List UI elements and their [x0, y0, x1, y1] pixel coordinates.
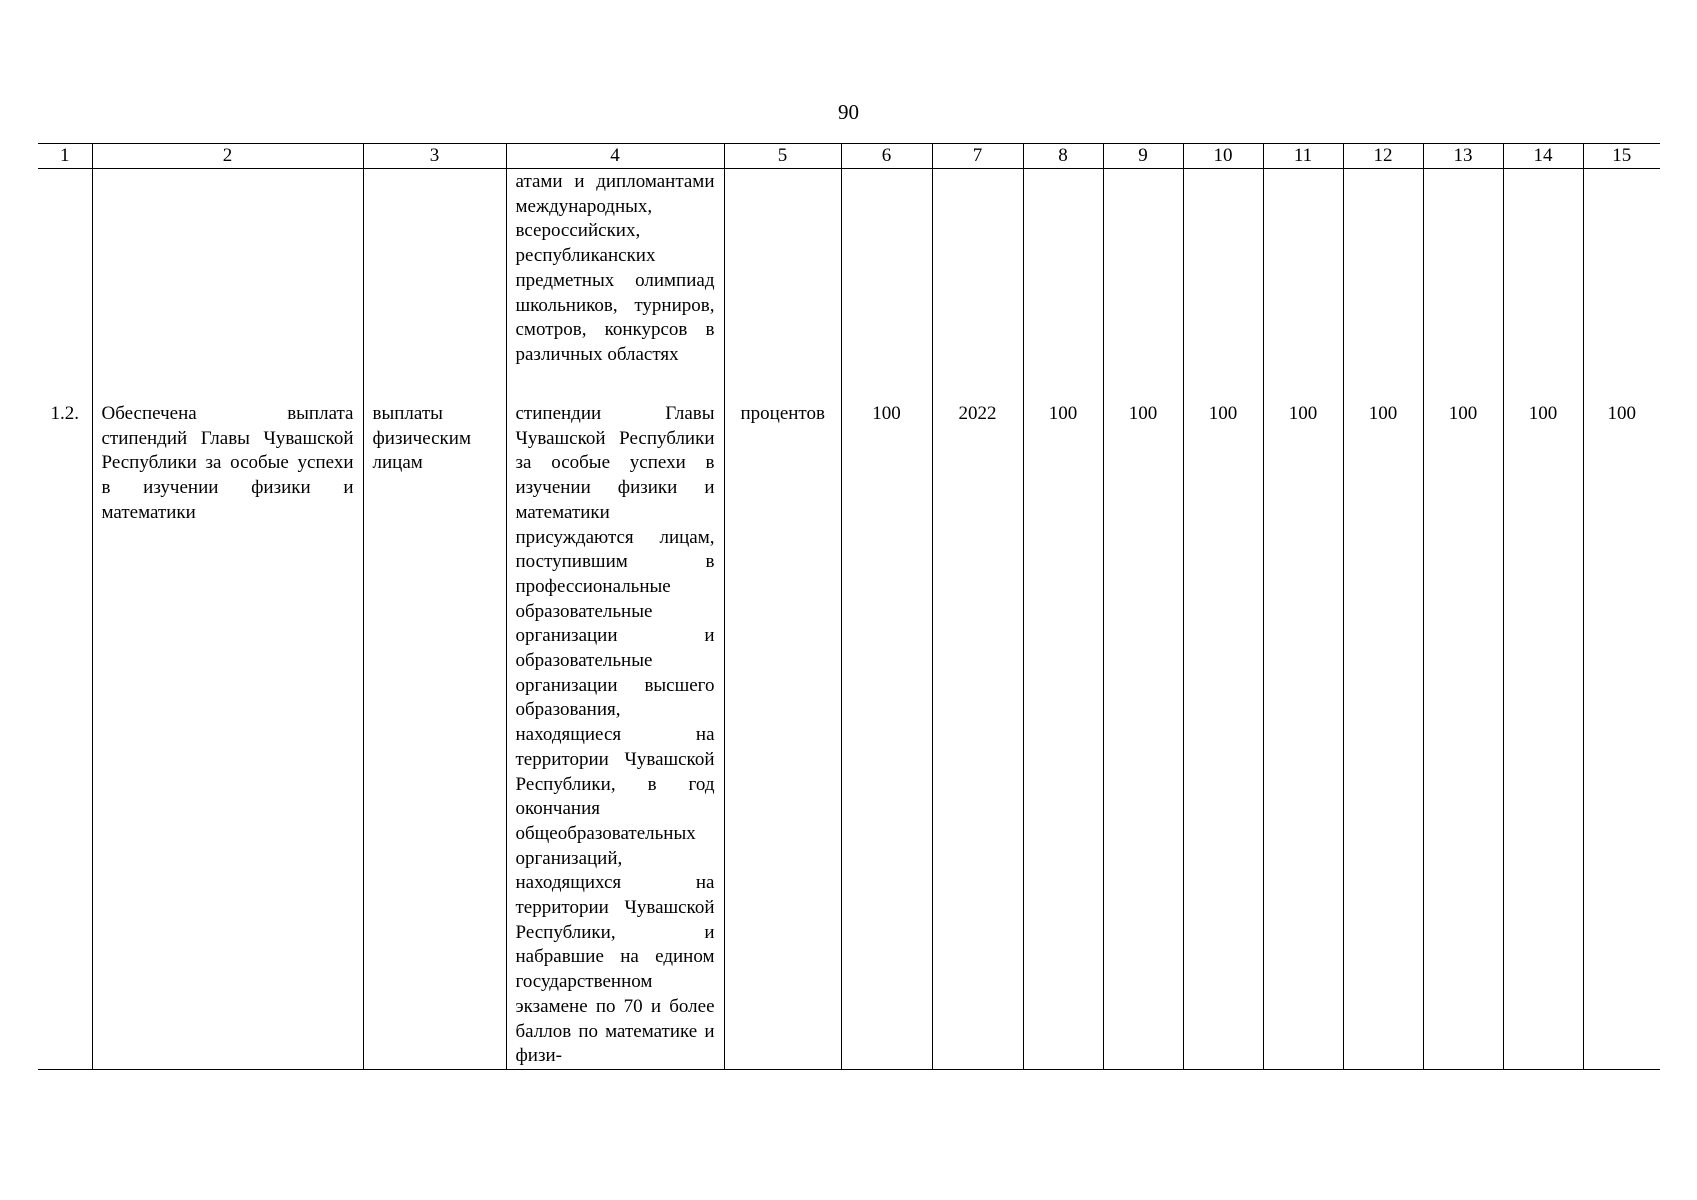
indicator-description-cell: атами и дипломантами международных, всероссийских, республиканских предметных олимпиад школьников, турниров, смотров, конкурсов в различных областях — [506, 169, 724, 400]
table-cell — [724, 169, 841, 400]
unit-cell: процентов — [724, 399, 841, 1069]
column-number: 6 — [841, 144, 932, 169]
column-number: 1 — [38, 144, 92, 169]
value-cell: 100 — [1023, 399, 1103, 1069]
page-number: 90 — [838, 100, 859, 124]
column-number: 4 — [506, 144, 724, 169]
table-cell — [1103, 169, 1183, 400]
table-cell — [1503, 169, 1583, 400]
value-cell: 100 — [1423, 399, 1503, 1069]
table-cell — [38, 169, 92, 400]
result-cell: Обеспечена выплата стипендий Главы Чувашской Республики за особые успехи в изучении физики и математики — [92, 399, 363, 1069]
value-cell: 100 — [1263, 399, 1343, 1069]
table-cell — [92, 169, 363, 400]
table-cell — [1343, 169, 1423, 400]
column-number: 10 — [1183, 144, 1263, 169]
table-cell — [363, 169, 506, 400]
table-cell — [1183, 169, 1263, 400]
column-number: 5 — [724, 144, 841, 169]
column-number-row — [38, 144, 1660, 169]
expense-type-cell: выплаты физическим лицам — [363, 399, 506, 1069]
column-number: 12 — [1343, 144, 1423, 169]
column-number: 15 — [1583, 144, 1660, 169]
table-row-1-2 — [38, 399, 1660, 1069]
table-cell — [1423, 169, 1503, 400]
column-number: 3 — [363, 144, 506, 169]
table-cell — [1583, 169, 1660, 400]
column-number: 9 — [1103, 144, 1183, 169]
year-cell: 2022 — [932, 399, 1023, 1069]
value-cell: 100 — [1103, 399, 1183, 1069]
column-number: 7 — [932, 144, 1023, 169]
table-cell — [1263, 169, 1343, 400]
column-number: 14 — [1503, 144, 1583, 169]
column-number: 11 — [1263, 144, 1343, 169]
value-cell: 100 — [1583, 399, 1660, 1069]
column-number: 2 — [92, 144, 363, 169]
column-number: 13 — [1423, 144, 1503, 169]
value-cell: 100 — [1343, 399, 1423, 1069]
table-cell — [932, 169, 1023, 400]
value-cell: 100 — [1183, 399, 1263, 1069]
table-cell — [1023, 169, 1103, 400]
column-number: 8 — [1023, 144, 1103, 169]
table-cell — [841, 169, 932, 400]
value-cell: 100 — [1503, 399, 1583, 1069]
row-number-cell: 1.2. — [38, 399, 92, 1069]
table-row-continuation — [38, 169, 1660, 400]
indicators-table — [38, 143, 1660, 1070]
value-cell: 100 — [841, 399, 932, 1069]
indicator-description-cell: стипендии Главы Чувашской Республики за особые успехи в изучении физики и математики присуждаются лицам, поступившим в профессиональные образовательные организации и образовательные организации высшего образования, находящиеся на территории Чувашской Республики, в год окончания общеобразовательных организаций, находящихся на территории Чувашской Республики, и набравшие на едином государственном экзамене по 70 и более баллов по математике и физи- — [506, 399, 724, 1069]
